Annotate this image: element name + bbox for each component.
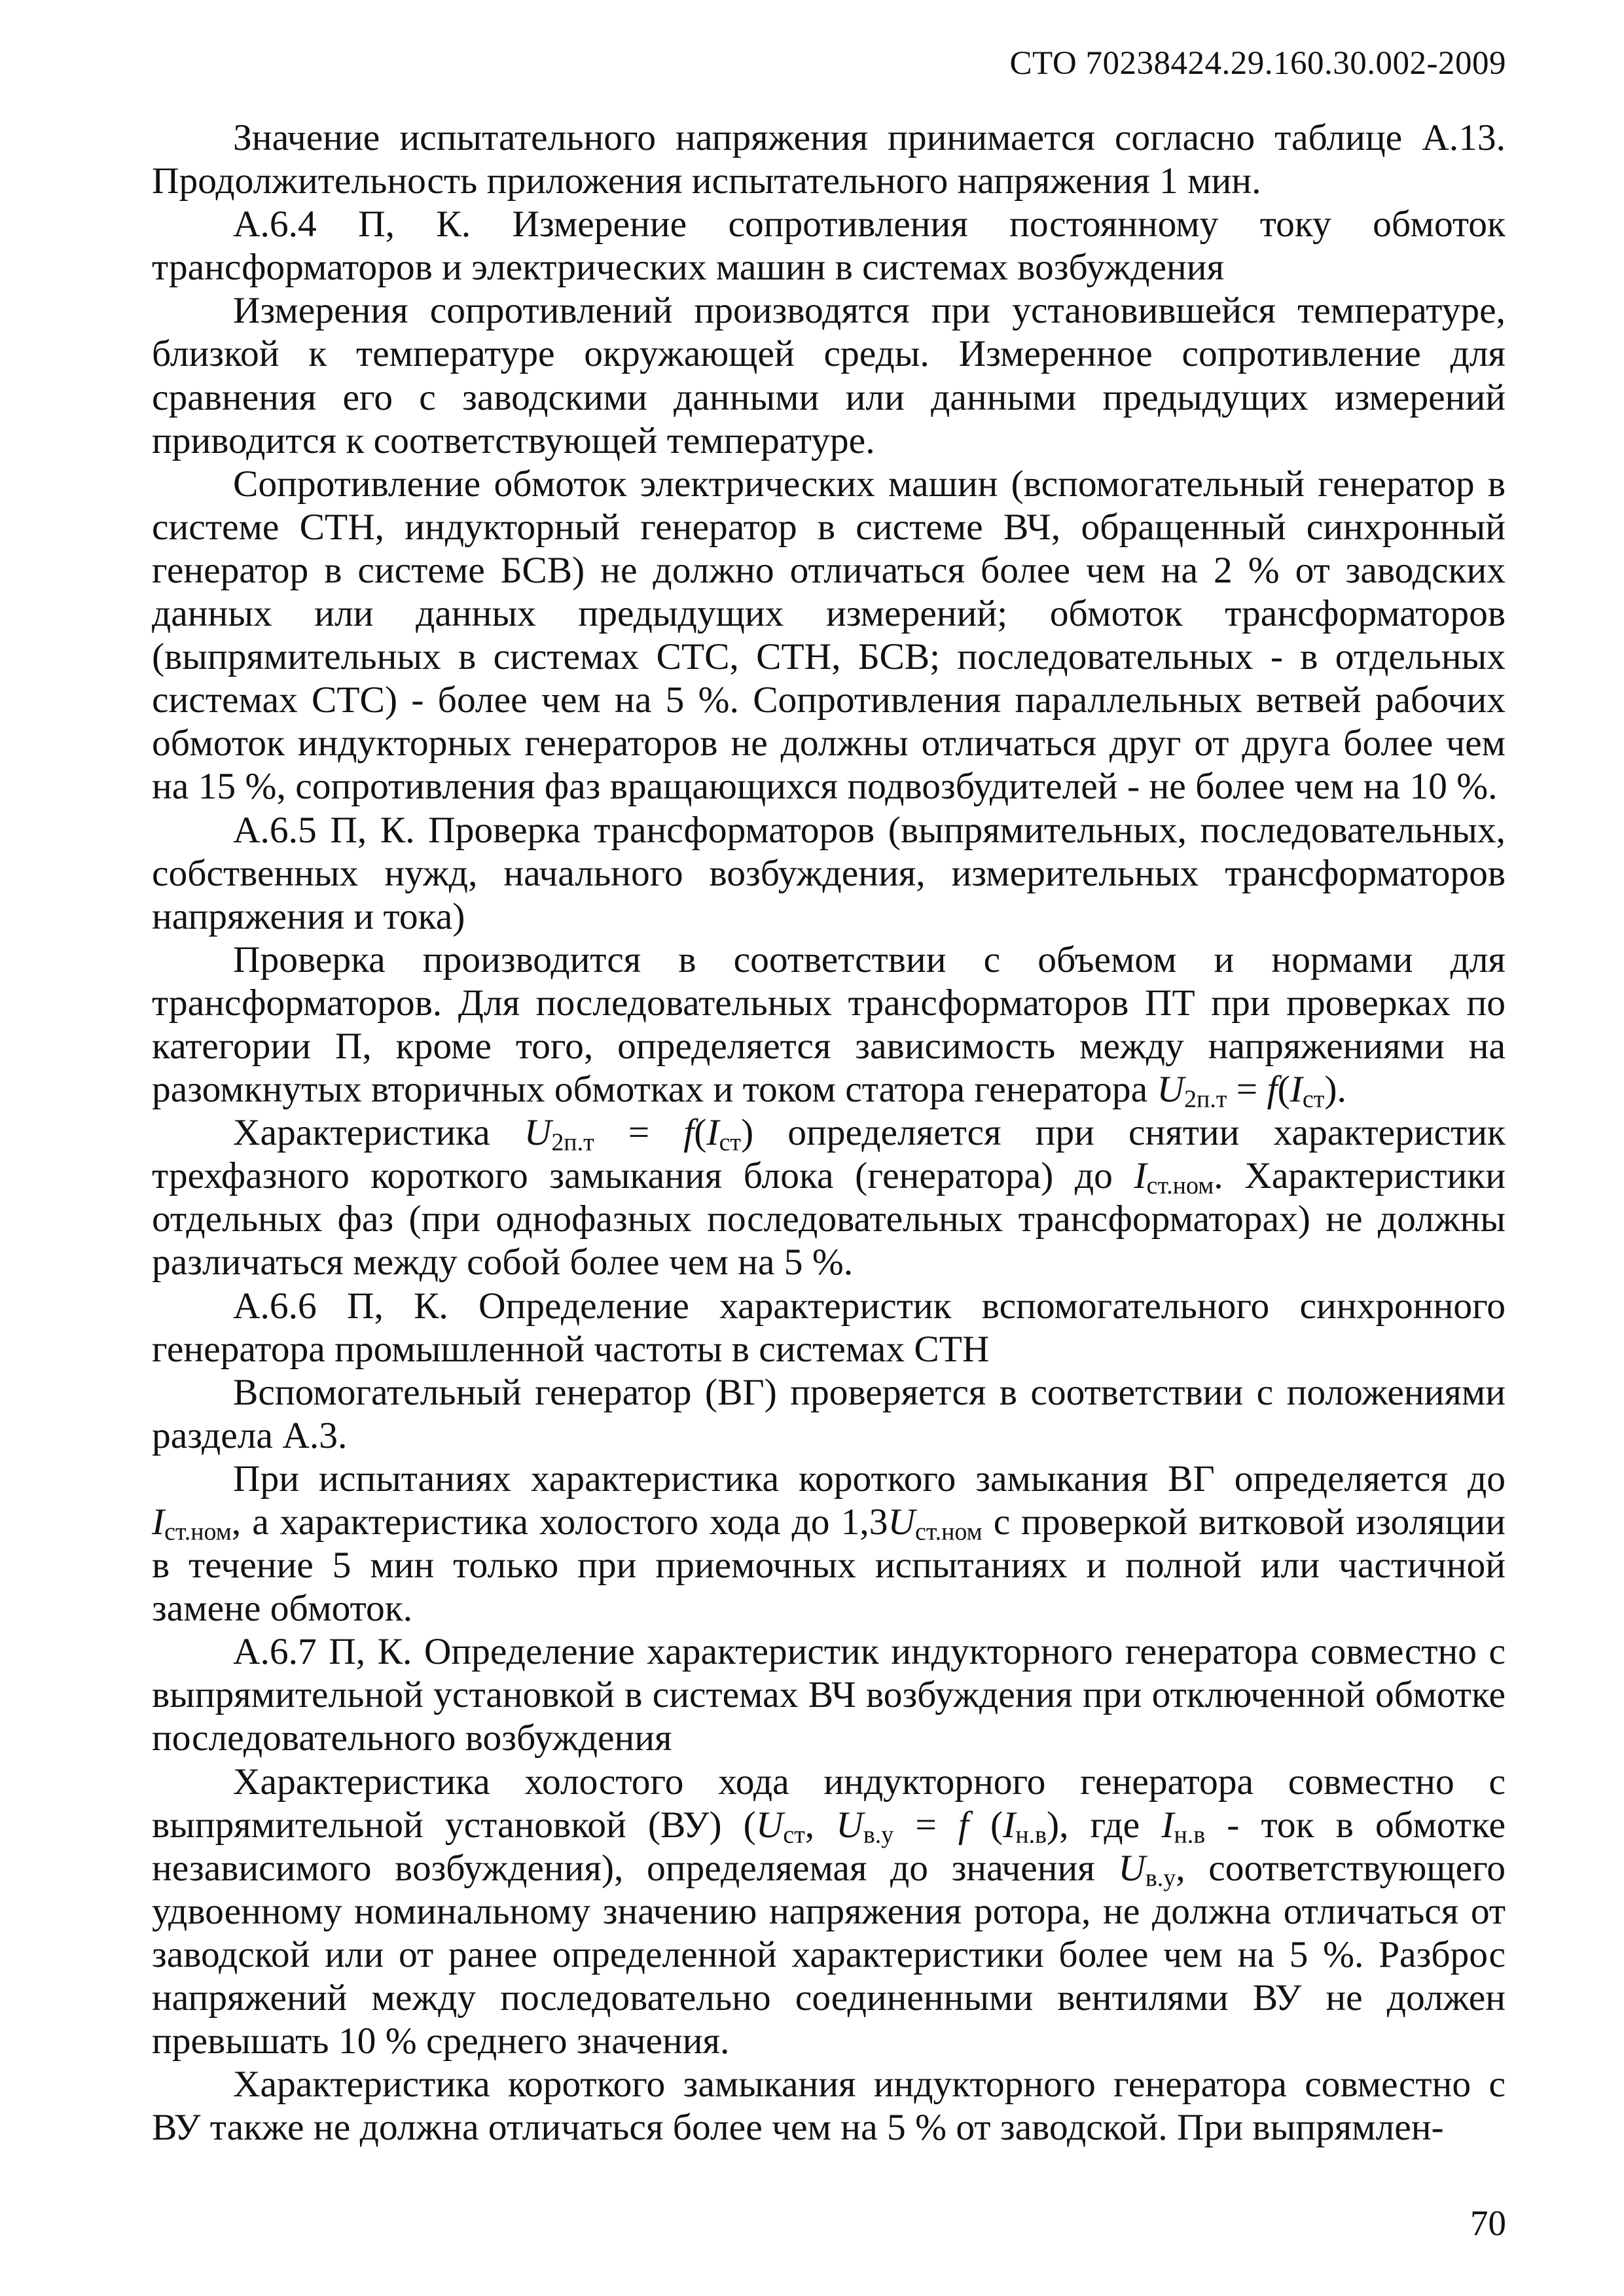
formula-symbol-u: U	[888, 1501, 916, 1543]
paragraph-auxiliary-generator: Вспомогательный генератор (ВГ) проверяется в соответствии с положениями раздела А.3.	[152, 1371, 1506, 1456]
section-heading-a-6-7: А.6.7 П, К. Определение характеристик индукторного генератора совместно с выпрямительной установкой в системах ВЧ возбуждения при отключенной обмотке последовательного возбуждения	[152, 1631, 1506, 1759]
paragraph-resistance-measurement: Измерения сопротивлений производятся при установившейся температуре, близкой к температуре окружающей среды. Измеренное сопротивление для сравнения его с заводскими данными или данными предыдущих измерений приводится к соответствующей температуре.	[152, 290, 1506, 461]
text-run: Характеристика холостого хода индукторного генератора совместно с выпрямительной установкой (ВУ) (	[152, 1761, 1506, 1846]
formula-symbol-u: U	[836, 1804, 863, 1846]
paragraph-no-load-characteristic	[152, 1761, 1506, 2064]
formula-subscript: в.у	[1145, 1864, 1176, 1892]
formula-subscript: ст.ном	[1146, 1172, 1214, 1200]
paragraph-short-circuit-characteristic: Характеристика короткого замыкания индукторного генератора совместно с ВУ также не должна отличаться более чем на 5 % от заводской. При выпрямлен-	[152, 2064, 1506, 2149]
text-run: . Характеристики отдельных фаз (при однофазных последовательных трансформаторах) не должны различаться между собой более чем на 5 %.	[152, 1155, 1506, 1283]
text-run: с проверкой витковой изоляции в течение 5 мин только при приемочных испытаниях и полной или частичной замене обмоток.	[152, 1501, 1506, 1630]
text-run: ) определяется при снятии характеристик трехфазного короткого замыкания блока (генератора) до	[152, 1112, 1506, 1197]
paragraph-test-voltage: Значение испытательного напряжения принимается согласно таблице А.13. Продолжительность приложения испытательного напряжения 1 мин.	[152, 117, 1506, 202]
formula-symbol-i: I	[1290, 1069, 1303, 1111]
formula-symbol-i: I	[1161, 1804, 1174, 1846]
formula-subscript: ст	[1302, 1085, 1325, 1113]
formula-subscript: ст.ном	[915, 1518, 983, 1546]
formula-subscript: ст	[719, 1128, 741, 1157]
formula-operator: =	[1227, 1069, 1267, 1111]
formula-paren: (	[1277, 1069, 1290, 1111]
formula-subscript: 2п.т	[1184, 1085, 1227, 1113]
text-run: ,	[804, 1804, 837, 1846]
text-run: , соответствующего удвоенному номинальному значению напряжения ротора, не должна отличаться от заводской или от ранее определенной характеристики более чем на 5 %. Разброс напряжений между последовательно соединенными вентилями ВУ не должен превышать 10 % среднего значения.	[152, 1847, 1506, 2062]
formula-symbol-i: I	[152, 1501, 165, 1543]
formula-symbol-u: U	[755, 1804, 784, 1846]
text-run: Характеристика	[233, 1112, 524, 1154]
page-number: 70	[1470, 2203, 1506, 2243]
text-run: - ток в обмотке независимого возбуждения), определяемая до значения	[152, 1804, 1506, 1889]
formula-subscript: 2п.т	[551, 1128, 594, 1157]
formula-subscript: н.в	[1174, 1821, 1206, 1848]
paragraph-short-circuit-test	[152, 1458, 1506, 1630]
formula-symbol-i: I	[1134, 1155, 1147, 1197]
formula-symbol-i: I	[706, 1112, 719, 1154]
text-run: ), где	[1047, 1804, 1162, 1846]
paragraph-winding-resistance: Сопротивление обмоток электрических машин (вспомогательный генератор в системе СТН, индукторный генератор в системе ВЧ, обращенный синхронный генератор в системе БСВ) не должно отличаться более чем на 2 % от заводских данных или данных предыдущих измерений; обмоток трансформаторов (выпрямительных в системах СТС, СТН, БСВ; последовательных - в отдельных системах СТС) - более чем на 5 %. Сопротивления параллельных ветвей рабочих обмоток индукторных генераторов не должны отличаться друг от друга более чем на 15 %, сопротивления фаз вращающихся подвозбудителей - не более чем на 10 %.	[152, 463, 1506, 808]
formula-symbol-i: I	[1003, 1804, 1016, 1846]
text-run: ).	[1324, 1069, 1346, 1111]
paragraph-characteristic-u2pt	[152, 1111, 1506, 1284]
paragraph-transformer-check	[152, 939, 1506, 1111]
formula-function-f: f	[1267, 1069, 1278, 1111]
formula-paren: (	[968, 1804, 1003, 1846]
formula-subscript: в.у	[863, 1821, 894, 1848]
formula-symbol-u: U	[524, 1112, 552, 1154]
section-heading-a-6-4: А.6.4 П, К. Измерение сопротивления постоянному току обмоток трансформаторов и электрических машин в системах возбуждения	[152, 204, 1506, 289]
formula-operator: =	[893, 1804, 958, 1846]
text-run: При испытаниях характеристика короткого замыкания ВГ определяется до	[233, 1458, 1506, 1499]
section-heading-a-6-5: А.6.5 П, К. Проверка трансформаторов (выпрямительных, последовательных, собственных нужд, начального возбуждения, измерительных трансформаторов напряжения и тока)	[152, 809, 1506, 937]
section-heading-a-6-6: А.6.6 П, К. Определение характеристик вспомогательного синхронного генератора промышленной частоты в системах СТН	[152, 1285, 1506, 1370]
formula-paren: (	[694, 1112, 707, 1154]
formula-subscript: ст	[783, 1821, 805, 1848]
text-run: , а характеристика холостого хода до 1,3	[231, 1501, 888, 1543]
formula-symbol-u: U	[1157, 1069, 1185, 1111]
formula-subscript: н.в	[1015, 1821, 1047, 1848]
document-body	[152, 117, 1506, 2149]
text-run: Проверка производится в соответствии с объемом и нормами для трансформаторов. Для последовательных трансформаторов ПТ при проверках по категории П, кроме того, определяется зависимость между напряжениями на разомкнутых вторичных обмотках и током статора генератора	[152, 939, 1506, 1111]
formula-symbol-u: U	[1118, 1847, 1146, 1889]
document-code-header: СТО 70238424.29.160.30.002-2009	[1009, 45, 1506, 82]
formula-function-f: f	[958, 1804, 969, 1846]
formula-subscript: ст.ном	[164, 1518, 232, 1546]
formula-operator: =	[594, 1112, 684, 1154]
formula-function-f: f	[683, 1112, 695, 1154]
